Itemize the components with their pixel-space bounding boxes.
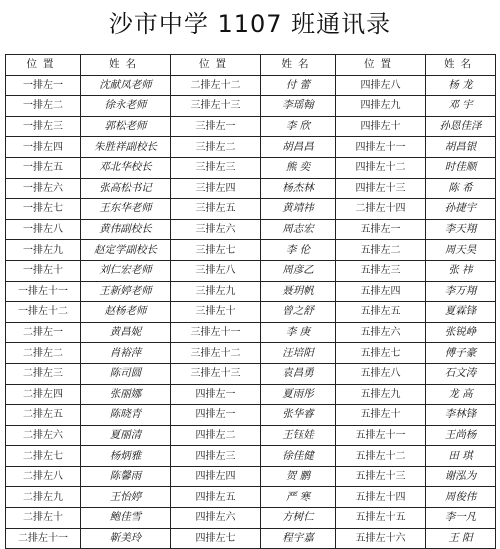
seat-position-cell: 五排左十五: [336, 508, 426, 529]
student-name-cell: 李林锋: [426, 405, 496, 426]
seat-position-cell: 五排左六: [336, 322, 426, 343]
seat-position-cell: 四排左三: [171, 446, 261, 467]
student-name-cell: 李万翔: [426, 281, 496, 302]
seat-position-cell: 四排左一: [171, 384, 261, 405]
seat-position-cell: 五排左十: [336, 405, 426, 426]
table-row: [6, 157, 496, 178]
seat-position-cell: 四排左七: [171, 528, 261, 549]
student-name-cell: 李 伦: [261, 240, 336, 261]
seat-position-cell: 二排左十: [6, 508, 81, 529]
seat-position-cell: 二排左九: [6, 487, 81, 508]
seat-position-cell: 五排左十一: [336, 425, 426, 446]
seat-position-cell: 四排左四: [171, 466, 261, 487]
seat-position-cell: 一排左十一: [6, 281, 81, 302]
student-name-cell: 张 祎: [426, 260, 496, 281]
seat-position-cell: 五排左四: [336, 281, 426, 302]
student-name-cell: 熊 奕: [261, 157, 336, 178]
header-name: 姓名: [81, 55, 171, 76]
student-name-cell: 贺 鹏: [261, 466, 336, 487]
seat-position-cell: 四排左二: [171, 425, 261, 446]
student-name-cell: 邓北华校长: [81, 157, 171, 178]
header-name: 姓名: [426, 55, 496, 76]
seat-position-cell: 一排左七: [6, 199, 81, 220]
seat-position-cell: 五排左十六: [336, 528, 426, 549]
student-name-cell: 靳美玲: [81, 528, 171, 549]
student-name-cell: 王怡婷: [81, 487, 171, 508]
seat-position-cell: 五排左二: [336, 240, 426, 261]
seat-position-cell: 二排左一: [6, 322, 81, 343]
seat-position-cell: 一排左八: [6, 219, 81, 240]
seat-position-cell: 三排左七: [171, 240, 261, 261]
page-title: 沙市中学 1107 班通讯录: [108, 10, 392, 38]
student-name-cell: 谢泓为: [426, 466, 496, 487]
seat-position-cell: 三排左十三: [171, 363, 261, 384]
header-row: [6, 55, 496, 76]
student-name-cell: 夏霖锋: [426, 302, 496, 323]
student-name-cell: 陈馨雨: [81, 466, 171, 487]
student-name-cell: 程宇嘉: [261, 528, 336, 549]
seat-position-cell: 五排左十三: [336, 466, 426, 487]
seat-position-cell: 二排左十四: [336, 199, 426, 220]
student-name-cell: 杨 龙: [426, 75, 496, 96]
student-name-cell: 周志宏: [261, 219, 336, 240]
seat-position-cell: 五排左三: [336, 260, 426, 281]
seat-position-cell: 一排左三: [6, 116, 81, 137]
student-name-cell: 王尚杨: [426, 425, 496, 446]
student-name-cell: 李一凡: [426, 508, 496, 529]
student-name-cell: 夏雨彤: [261, 384, 336, 405]
student-name-cell: 鲍佳雪: [81, 508, 171, 529]
seat-position-cell: 二排左十二: [171, 75, 261, 96]
seat-position-cell: 一排左九: [6, 240, 81, 261]
table-row: [6, 75, 496, 96]
table-row: [6, 199, 496, 220]
student-name-cell: 夏丽清: [81, 425, 171, 446]
student-name-cell: 张华睿: [261, 405, 336, 426]
student-name-cell: 付 蕾: [261, 75, 336, 96]
student-name-cell: 孙捷宇: [426, 199, 496, 220]
student-name-cell: 方树仁: [261, 508, 336, 529]
table-row: [6, 384, 496, 405]
table-row: [6, 240, 496, 261]
seat-position-cell: 二排左二: [6, 343, 81, 364]
seat-position-cell: 五排左五: [336, 302, 426, 323]
student-name-cell: 黄靖祎: [261, 199, 336, 220]
student-name-cell: 王东华老师: [81, 199, 171, 220]
student-name-cell: 李 庚: [261, 322, 336, 343]
student-name-cell: 李瑶翰: [261, 96, 336, 117]
roster-table: [5, 54, 496, 549]
student-name-cell: 朱胜祥副校长: [81, 137, 171, 158]
table-row: [6, 363, 496, 384]
seat-position-cell: 二排左八: [6, 466, 81, 487]
header-position: 位置: [336, 55, 426, 76]
student-name-cell: 聂玥帆: [261, 281, 336, 302]
student-name-cell: 李 欣: [261, 116, 336, 137]
seat-position-cell: 三排左十三: [171, 96, 261, 117]
seat-position-cell: 三排左五: [171, 199, 261, 220]
seat-position-cell: 一排左五: [6, 157, 81, 178]
seat-position-cell: 三排左二: [171, 137, 261, 158]
student-name-cell: 石文涛: [426, 363, 496, 384]
seat-position-cell: 二排左三: [6, 363, 81, 384]
seat-position-cell: 一排左十二: [6, 302, 81, 323]
seat-position-cell: 二排左六: [6, 425, 81, 446]
student-name-cell: 王 阳: [426, 528, 496, 549]
student-name-cell: 时佳顺: [426, 157, 496, 178]
seat-position-cell: 一排左二: [6, 96, 81, 117]
student-name-cell: 刘仁宏老师: [81, 260, 171, 281]
student-name-cell: 陈司圆: [81, 363, 171, 384]
student-name-cell: 徐佳健: [261, 446, 336, 467]
seat-position-cell: 四排左十三: [336, 178, 426, 199]
table-row: [6, 487, 496, 508]
table-row: [6, 137, 496, 158]
header-name: 姓名: [261, 55, 336, 76]
student-name-cell: 赵杨老师: [81, 302, 171, 323]
student-name-cell: 胡昌昌: [261, 137, 336, 158]
student-name-cell: 徐永老师: [81, 96, 171, 117]
student-name-cell: 曾之舒: [261, 302, 336, 323]
seat-position-cell: 三排左三: [171, 157, 261, 178]
table-row: [6, 178, 496, 199]
seat-position-cell: 三排左十二: [171, 343, 261, 364]
seat-position-cell: 五排左十四: [336, 487, 426, 508]
seat-position-cell: 四排左五: [171, 487, 261, 508]
seat-position-cell: 一排左六: [6, 178, 81, 199]
student-name-cell: 龙 高: [426, 384, 496, 405]
student-name-cell: 李天翔: [426, 219, 496, 240]
seat-position-cell: 五排左一: [336, 219, 426, 240]
seat-position-cell: 五排左八: [336, 363, 426, 384]
table-row: [6, 528, 496, 549]
student-name-cell: 张锐峥: [426, 322, 496, 343]
table-row: [6, 281, 496, 302]
student-name-cell: 王新婷老师: [81, 281, 171, 302]
seat-position-cell: 四排左一: [171, 405, 261, 426]
table-row: [6, 405, 496, 426]
seat-position-cell: 三排左四: [171, 178, 261, 199]
table-row: [6, 508, 496, 529]
student-name-cell: 袁昌勇: [261, 363, 336, 384]
student-name-cell: 田 琪: [426, 446, 496, 467]
student-name-cell: 周彦乙: [261, 260, 336, 281]
seat-position-cell: 四排左六: [171, 508, 261, 529]
student-name-cell: 傅子豪: [426, 343, 496, 364]
student-name-cell: 杨炳雅: [81, 446, 171, 467]
seat-position-cell: 二排左十一: [6, 528, 81, 549]
seat-position-cell: 三排左十一: [171, 322, 261, 343]
seat-position-cell: 三排左六: [171, 219, 261, 240]
student-name-cell: 张丽娜: [81, 384, 171, 405]
seat-position-cell: 三排左九: [171, 281, 261, 302]
seat-position-cell: 三排左一: [171, 116, 261, 137]
seat-position-cell: 四排左九: [336, 96, 426, 117]
table-row: [6, 322, 496, 343]
seat-position-cell: 二排左四: [6, 384, 81, 405]
student-name-cell: 黄昌妮: [81, 322, 171, 343]
student-name-cell: 陈 希: [426, 178, 496, 199]
seat-position-cell: 四排左八: [336, 75, 426, 96]
student-name-cell: 肖裕萍: [81, 343, 171, 364]
table-row: [6, 343, 496, 364]
seat-position-cell: 五排左九: [336, 384, 426, 405]
student-name-cell: 沈献凤老师: [81, 75, 171, 96]
seat-position-cell: 一排左十: [6, 260, 81, 281]
seat-position-cell: 四排左十: [336, 116, 426, 137]
student-name-cell: 黄伟副校长: [81, 219, 171, 240]
seat-position-cell: 二排左七: [6, 446, 81, 467]
student-name-cell: 张高松书记: [81, 178, 171, 199]
header-position: 位置: [6, 55, 81, 76]
seat-position-cell: 一排左四: [6, 137, 81, 158]
student-name-cell: 陈晓青: [81, 405, 171, 426]
table-row: [6, 446, 496, 467]
student-name-cell: 周天昊: [426, 240, 496, 261]
seat-position-cell: 四排左十一: [336, 137, 426, 158]
student-name-cell: 汪培阳: [261, 343, 336, 364]
student-name-cell: 赵定学副校长: [81, 240, 171, 261]
table-row: [6, 219, 496, 240]
student-name-cell: 王钰娃: [261, 425, 336, 446]
seat-position-cell: 五排左七: [336, 343, 426, 364]
table-row: [6, 425, 496, 446]
student-name-cell: 胡昌银: [426, 137, 496, 158]
student-name-cell: 郭松老师: [81, 116, 171, 137]
table-row: [6, 96, 496, 117]
student-name-cell: 邓 宇: [426, 96, 496, 117]
header-position: 位置: [171, 55, 261, 76]
table-row: [6, 466, 496, 487]
student-name-cell: 孙恩佳泽: [426, 116, 496, 137]
seat-position-cell: 一排左一: [6, 75, 81, 96]
table-row: [6, 302, 496, 323]
table-row: [6, 260, 496, 281]
seat-position-cell: 二排左五: [6, 405, 81, 426]
seat-position-cell: 三排左八: [171, 260, 261, 281]
student-name-cell: 严 寒: [261, 487, 336, 508]
table-row: [6, 116, 496, 137]
seat-position-cell: 四排左十二: [336, 157, 426, 178]
seat-position-cell: 三排左十: [171, 302, 261, 323]
student-name-cell: 杨杰林: [261, 178, 336, 199]
student-name-cell: 周俊伟: [426, 487, 496, 508]
seat-position-cell: 五排左十二: [336, 446, 426, 467]
